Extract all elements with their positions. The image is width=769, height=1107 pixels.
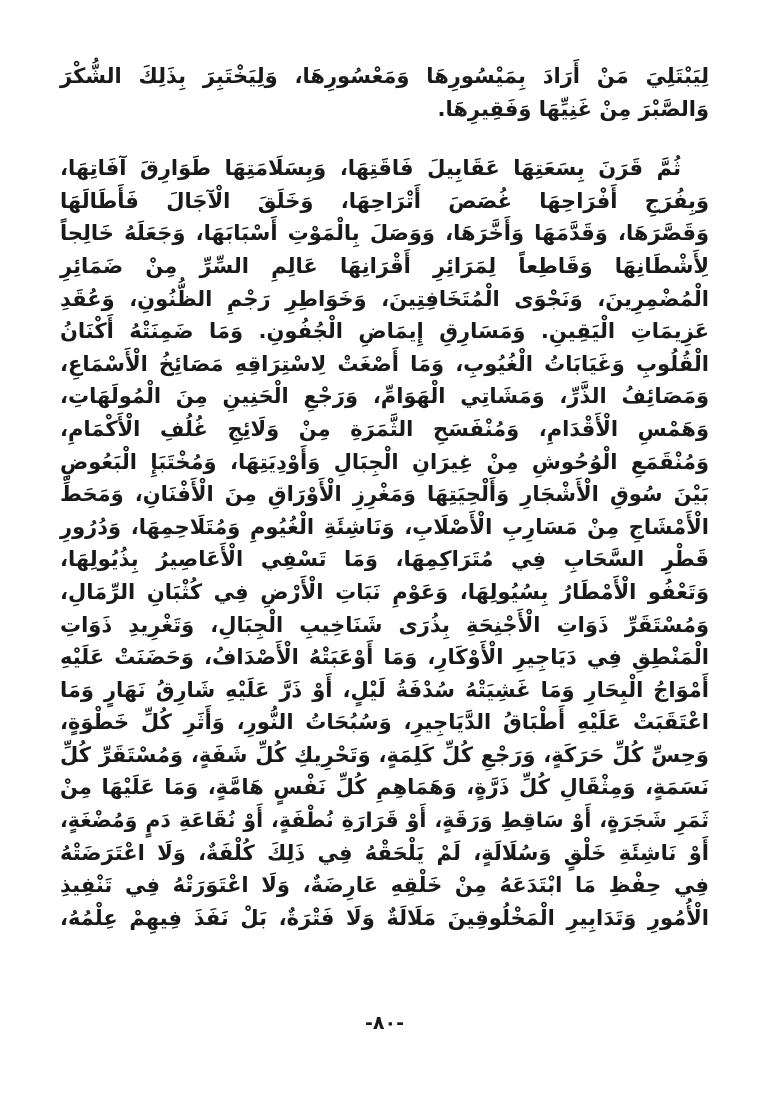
text-line: الْأَمْشَاجِ مِنْ مَسَارِبِ الْأَصْلَابِ، وَنَاشِئَةِ الْغُيُومِ وَمُتَلَاحِمِهَا، وَدُرُورِ: [60, 514, 709, 539]
page-content: [60, 60, 709, 1067]
text-line: اعْتَقَبَتْ عَلَيْهِ أَطْبَاقُ الدَّيَاجِيرِ، وَسُبُحَاتُ النُّورِ، وَأَثَرِ كُلِّ خَطْوَةٍ،: [60, 710, 709, 735]
text-line: وَقَصَّرَهَا، وَقَدَّمَهَا وَأَخَّرَهَا، وَوَصَلَ بِالْمَوْتِ أَسْبَابَهَا، وَجَعَلَهُ خَالِجاً: [60, 221, 709, 246]
text-line: فِي حِفْظِ مَا ابْتَدَعَهُ مِنْ خَلْقِهِ عَارِضَةٌ، وَلَا اعْتَوَرَتْهُ فِي تَنْفِيذِ: [60, 873, 709, 898]
text-line: أَوْ نَاشِئَةِ خَلْقٍ وَسُلَالَةٍ، لَمْ يَلْحَقْهُ فِي ذَلِكَ كُلْفَةٌ، وَلَا اعْتَرَضَتْهُ: [60, 840, 709, 865]
text-line: وَمَصَائِفُ الذَّرِّ، وَمَشَاتِي الْهَوَامِّ، وَرَجْعِ الْحَنِينِ مِنَ الْمُولَهَاتِ،: [60, 384, 709, 409]
text-line: وَمُسْتَقَرِّ ذَوَاتِ الْأَجْنِحَةِ بِذُرَى شَنَاخِيبِ الْجِبَالِ، وَتَغْرِيدِ ذَوَاتِ: [60, 612, 709, 637]
text-line: بَيْنَ سُوقِ الْأَشْجَارِ وَأَلْحِيَتِهَا وَمَغْرِزِ الْأَوْرَاقِ مِنَ الْأَفْنَانِ، وَمَحَطِّ: [60, 482, 709, 507]
text-line: وَهَمْسِ الْأَقْدَامِ، وَمُنْفَسَحِ الثَّمَرَةِ مِنْ وَلَائِجِ غُلُفِ الْأَكْمَامِ،: [60, 416, 709, 441]
text-line: وَبِفُرَجِ أَفْرَاحِهَا غُصَصَ أَتْرَاحِهَا، وَخَلَقَ الْآجَالَ فَأَطَالَهَا: [60, 188, 709, 213]
text-line: نَسَمَةٍ، وَمِثْقَالِ كُلِّ ذَرَّةٍ، وَهَمَاهِمِ كُلِّ نَفْسٍ هَامَّةٍ، وَمَا عَلَيْهَا مِنْ: [60, 775, 709, 800]
text-line: قَطْرِ السَّحَابِ فِي مُتَرَاكِمِهَا، وَمَا تَسْفِي الْأَعَاصِيرُ بِذُيُولِهَا،: [60, 547, 709, 572]
text-body: [60, 60, 709, 934]
paragraph-1: [60, 60, 709, 125]
text-line: وَمُنْقَمَعِ الْوُحُوشِ مِنْ غِيرَانِ الْجِبَالِ وَأَوْدِيَتِهَا، وَمُخْتَبَإِ الْبَعُوضِ: [60, 449, 709, 474]
text-line: الْمَنْطِقِ فِي دَيَاجِيرِ الْأَوْكَارِ، وَمَا أَوْعَبَتْهُ الْأَصْدَافُ، وَحَضَنَتْ عَلَيْهِ: [60, 645, 709, 670]
page-number: -٨٠-: [365, 1012, 404, 1034]
paragraph-gap: [60, 125, 709, 152]
text-line: ثَمَرِ شَجَرَةٍ، أَوْ سَاقِطِ وَرَقَةٍ، أَوْ قَرَارَةِ نُطْفَةٍ، أَوْ نُقَاعَةِ دَمٍ وَمُضْغَةٍ،: [60, 808, 709, 833]
text-line: الْأُمُورِ وَتَدَابِيرِ الْمَخْلُوقِينَ مَلَالَةٌ وَلَا فَتْرَةٌ، بَلْ نَفَذَ فِيهِمْ عِلْمُهُ،: [60, 905, 709, 930]
text-line: الْقُلُوبِ وَغَيَابَاتُ الْغُيُوبِ، وَمَا أَصْغَتْ لِاسْتِرَاقِهِ مَصَائِخُ الْأَسْمَاعِ،: [60, 351, 709, 376]
text-line: الْمُضْمِرِينَ، وَنَجْوَى الْمُتَخَافِتِينَ، وَخَوَاطِرِ رَجْمِ الظُّنُونِ، وَعُقَدِ: [60, 286, 709, 311]
text-line: لِأَشْطَانِهَا وَقَاطِعاً لِمَرَائِرِ أَقْرَانِهَا عَالِمِ السِّرِّ مِنْ ضَمَائِرِ: [60, 253, 709, 278]
text-line: أَمْوَاجُ الْبِحَارِ وَمَا غَشِيَتْهُ سُدْفَةُ لَيْلٍ، أَوْ ذَرَّ عَلَيْهِ شَارِقُ نَهَارٍ وَمَا: [60, 677, 709, 702]
text-line: عَزِيمَاتِ الْيَقِينِ. وَمَسَارِقِ إِيمَاضِ الْجُفُونِ. وَمَا ضَمِنَتْهُ أَكْنَانُ: [60, 319, 709, 344]
text-line: لِيَبْتَلِيَ مَنْ أَرَادَ بِمَيْسُورِهَا وَمَعْسُورِهَا، وَلِيَخْتَبِرَ بِذَلِكَ الشُّكْرَ: [60, 64, 709, 88]
paragraph-2: [60, 152, 709, 934]
text-line: وَحِسِّ كُلِّ حَرَكَةٍ، وَرَجْعِ كُلِّ كَلِمَةٍ، وَتَحْرِيكِ كُلِّ شَفَةٍ، وَمُسْتَقَرِّ كُلِّ: [60, 742, 709, 767]
text-line: ثُمَّ قَرَنَ بِسَعَتِهَا عَقَابِيلَ فَاقَتِهَا، وَبِسَلَامَتِهَا طَوَارِقَ آفَاتِهَا،: [60, 156, 681, 181]
text-line: وَتَعْفُو الْأَمْطَارُ بِسُيُولِهَا، وَعَوْمِ نَبَاتِ الْأَرْضِ فِي كُثْبَانِ الرِّمَالِ،: [60, 579, 709, 604]
text-line: وَالصَّبْرَ مِنْ غَنِيِّهَا وَفَقِيرِهَا.: [437, 96, 709, 121]
